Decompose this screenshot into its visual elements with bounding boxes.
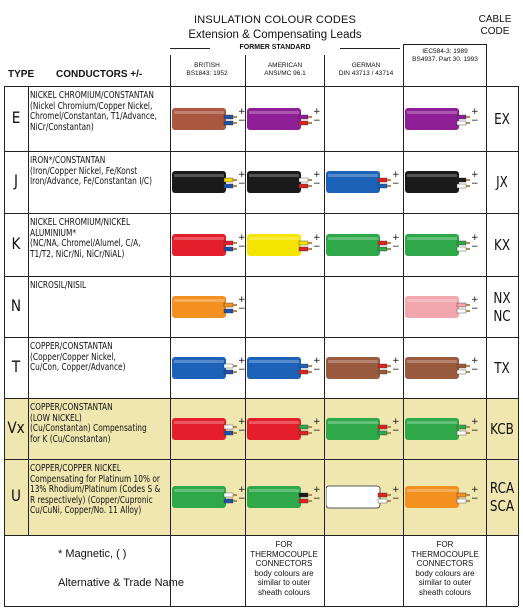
conductor-tip — [387, 242, 391, 244]
positive-conductor — [457, 178, 466, 182]
conductor-tip — [233, 365, 237, 367]
cable-swatch — [172, 353, 244, 383]
cable-swatch — [405, 230, 477, 260]
row-divider — [4, 213, 518, 214]
standard-ref: ANSI/MC 96.1 — [264, 70, 306, 77]
conductor-tip — [466, 426, 470, 428]
row-divider — [4, 86, 518, 87]
conductor-tip — [233, 185, 237, 187]
cable-swatch — [326, 482, 398, 512]
thermocouple-type: N — [10, 295, 22, 315]
polarity-marks: + − — [313, 416, 321, 436]
cable-swatch — [247, 230, 319, 260]
conductor-tip — [233, 122, 237, 124]
column-divider — [170, 55, 171, 606]
polarity-marks: + − — [238, 232, 246, 252]
conductor-tip — [466, 365, 470, 367]
cable-swatch — [405, 104, 477, 134]
polarity-marks: + − — [238, 106, 246, 126]
polarity-marks: + − — [238, 170, 246, 189]
standard-name: GERMAN — [351, 62, 381, 69]
negative-conductor — [457, 370, 466, 374]
header-divider — [403, 44, 404, 86]
cable-swatch — [405, 292, 477, 322]
sheath-highlight — [407, 111, 457, 114]
cable-code: EX — [494, 109, 510, 128]
standard-ref: DIN 43713 / 43714 — [338, 70, 394, 77]
cable-code: RCA SCA — [489, 479, 515, 515]
row-divider — [4, 459, 518, 460]
cable-swatch — [172, 482, 244, 512]
conductor-tip — [233, 179, 237, 181]
sheath-highlight — [174, 111, 224, 114]
negative-conductor — [224, 184, 233, 188]
conductor-tip — [466, 494, 470, 496]
conductor-tip — [233, 432, 237, 434]
negative-conductor — [378, 184, 387, 188]
sheath-highlight — [174, 489, 224, 492]
sheath-highlight — [249, 237, 299, 240]
thermocouple-note-iec: FOR THERMOCOUPLE CONNECTORS body colours are similar to outer sheath colours — [411, 540, 479, 597]
positive-conductor — [457, 425, 466, 429]
polarity-marks: + − — [313, 485, 321, 504]
standard-ref: BS4937. Part 30. 1993 — [412, 56, 478, 63]
cable-swatch — [172, 414, 244, 444]
polarity-marks: + − — [392, 232, 400, 252]
conductor-tip — [466, 242, 470, 244]
standard-name: IEC584-3: 1989 — [422, 48, 468, 55]
positive-conductor — [224, 178, 233, 182]
negative-conductor — [457, 431, 466, 435]
conductor-tip — [233, 310, 237, 312]
row-divider — [4, 398, 518, 399]
conductor-tip — [308, 426, 312, 428]
column-divider — [324, 55, 325, 606]
conductor-tip — [308, 494, 312, 496]
thermocouple-type: U — [11, 486, 21, 505]
conductor-description: IRON*/CONSTANTAN (Iron/Copper Nickel, Fe/Konst Iron/Advance, Fe/Constantan I/C) — [30, 155, 152, 187]
cable-swatch — [405, 167, 477, 197]
polarity-marks: + − — [238, 355, 246, 375]
polarity-marks: + − — [471, 294, 479, 314]
conductor-tip — [233, 248, 237, 250]
sheath-highlight — [174, 299, 224, 302]
conductor-tip — [387, 179, 391, 181]
sheath-highlight — [328, 174, 378, 177]
positive-conductor — [224, 241, 233, 245]
cable-swatch — [172, 230, 244, 260]
polarity-marks: + − — [392, 355, 400, 375]
thermocouple-type: J — [13, 171, 19, 190]
conductor-tip — [233, 242, 237, 244]
conductor-tip — [387, 371, 391, 373]
conductor-tip — [308, 432, 312, 434]
sheath-highlight — [249, 174, 299, 177]
polarity-marks: + − — [313, 106, 321, 126]
conductor-tip — [308, 371, 312, 373]
negative-conductor — [299, 121, 308, 125]
conductor-tip — [233, 426, 237, 428]
conductor-tip — [387, 185, 391, 187]
negative-conductor — [378, 247, 387, 251]
conductor-tip — [466, 179, 470, 181]
standard-german — [326, 62, 406, 78]
sheath-highlight — [249, 111, 299, 114]
type-column-header: TYPE — [8, 69, 35, 80]
negative-conductor — [224, 247, 233, 251]
header-divider — [486, 44, 487, 86]
conductor-tip — [233, 500, 237, 502]
table-bottom-border — [4, 606, 518, 607]
conductor-tip — [308, 500, 312, 502]
conductor-tip — [466, 371, 470, 373]
negative-conductor — [299, 247, 308, 251]
alternative-names-footnote: Alternative & Trade Name — [58, 577, 184, 589]
sheath-highlight — [407, 237, 457, 240]
positive-conductor — [378, 364, 387, 368]
negative-conductor — [457, 121, 466, 125]
column-divider — [486, 86, 487, 606]
conductor-tip — [233, 116, 237, 118]
sheath-highlight — [407, 299, 457, 302]
conductor-tip — [387, 500, 391, 502]
cable-swatch — [247, 414, 319, 444]
conductor-tip — [308, 185, 312, 187]
negative-conductor — [378, 499, 387, 503]
conductor-tip — [466, 304, 470, 306]
sheath-highlight — [174, 174, 224, 177]
negative-conductor — [457, 247, 466, 251]
standard-name: AMERICAN — [267, 62, 303, 69]
positive-conductor — [378, 493, 387, 497]
thermocouple-type: E — [11, 107, 21, 127]
polarity-marks: + − — [313, 170, 321, 189]
column-divider — [403, 55, 404, 606]
polarity-marks: + − — [238, 416, 246, 436]
positive-conductor — [299, 364, 308, 368]
polarity-marks: + − — [238, 485, 246, 504]
sheath-highlight — [407, 489, 457, 492]
thermocouple-note-american: FOR THERMOCOUPLE CONNECTORS body colours are similar to outer sheath colours — [250, 540, 318, 597]
header-top-line — [403, 44, 486, 45]
negative-conductor — [224, 121, 233, 125]
negative-conductor — [457, 499, 466, 503]
positive-conductor — [224, 115, 233, 119]
conductor-tip — [466, 500, 470, 502]
conductor-description: COPPER/COPPER NICKEL Compensating for Platinum 10% or 13% Rhodium/Platinum (Codes S & R respectively) (Copper/Cupronic Cu/CuNi, Copper/No. 11 Alloy) — [30, 463, 161, 516]
standard-iec — [405, 48, 485, 64]
conductor-tip — [308, 365, 312, 367]
cable-swatch — [405, 353, 477, 383]
standard-american — [247, 62, 323, 78]
cable-swatch — [247, 482, 319, 512]
positive-conductor — [457, 115, 466, 119]
conductor-description: COPPER/CONSTANTAN (Copper/Copper Nickel, Cu/Con, Copper/Advance) — [30, 341, 126, 373]
standard-ref: BS1843: 1952 — [186, 70, 228, 77]
conductor-tip — [233, 371, 237, 373]
positive-conductor — [378, 241, 387, 245]
conductor-tip — [387, 426, 391, 428]
conductor-tip — [233, 304, 237, 306]
sheath-highlight — [249, 421, 299, 424]
column-divider — [245, 55, 246, 606]
polarity-marks: + − — [471, 355, 479, 375]
negative-conductor — [299, 370, 308, 374]
cable-swatch — [172, 104, 244, 134]
conductor-tip — [308, 116, 312, 118]
conductor-description: COPPER/CONSTANTAN (LOW NICKEL) (Cu/Constantan) Compensating for K (Cu/Constantan) — [30, 402, 147, 445]
conductor-tip — [233, 494, 237, 496]
positive-conductor — [299, 241, 308, 245]
positive-conductor — [224, 364, 233, 368]
conductor-tip — [466, 185, 470, 187]
polarity-marks: + − — [471, 485, 479, 504]
cable-code-header: CABLE CODE — [478, 14, 512, 37]
polarity-marks: + − — [238, 294, 246, 314]
negative-conductor — [224, 431, 233, 435]
cable-swatch — [326, 414, 398, 444]
chart-subtitle: Extension & Compensating Leads — [188, 29, 362, 41]
thermocouple-type: Vx — [7, 417, 25, 437]
polarity-marks: + − — [471, 416, 479, 436]
negative-conductor — [457, 309, 466, 313]
sheath-highlight — [328, 489, 378, 492]
conductor-tip — [466, 122, 470, 124]
cable-swatch — [326, 230, 398, 260]
former-standard-label: FORMER STANDARD — [210, 44, 340, 51]
positive-conductor — [378, 178, 387, 182]
thermocouple-type: K — [11, 233, 21, 253]
cable-code: TX — [494, 358, 510, 377]
conductor-tip — [387, 248, 391, 250]
negative-conductor — [299, 499, 308, 503]
positive-conductor — [299, 115, 308, 119]
conductor-tip — [308, 248, 312, 250]
conductor-tip — [308, 179, 312, 181]
standard-british — [172, 62, 242, 78]
row-divider — [4, 276, 518, 277]
column-divider — [28, 86, 29, 535]
standard-name: BRITISH — [194, 62, 220, 69]
conductor-tip — [387, 365, 391, 367]
positive-conductor — [457, 241, 466, 245]
row-divider — [4, 151, 518, 152]
cable-code: KX — [493, 235, 511, 254]
polarity-marks: + − — [471, 170, 479, 189]
positive-conductor — [457, 364, 466, 368]
negative-conductor — [224, 309, 233, 313]
positive-conductor — [299, 493, 308, 497]
cable-swatch — [247, 353, 319, 383]
sheath-highlight — [174, 421, 224, 424]
table-outer-border — [4, 86, 5, 606]
sheath-highlight — [328, 360, 378, 363]
cable-swatch — [247, 167, 319, 197]
negative-conductor — [299, 184, 308, 188]
conductor-tip — [308, 242, 312, 244]
polarity-marks: + − — [313, 232, 321, 252]
chart-title: INSULATION COLOUR CODES — [193, 14, 357, 26]
polarity-marks: + − — [392, 170, 400, 189]
negative-conductor — [457, 184, 466, 188]
negative-conductor — [378, 431, 387, 435]
positive-conductor — [457, 493, 466, 497]
polarity-marks: + − — [471, 232, 479, 252]
cable-swatch — [172, 167, 244, 197]
conductor-tip — [466, 248, 470, 250]
row-divider — [4, 535, 518, 536]
cable-swatch — [326, 353, 398, 383]
positive-conductor — [299, 178, 308, 182]
cable-swatch — [172, 292, 244, 322]
negative-conductor — [224, 370, 233, 374]
sheath-highlight — [174, 237, 224, 240]
sheath-highlight — [407, 174, 457, 177]
conductor-tip — [466, 116, 470, 118]
conductor-tip — [387, 432, 391, 434]
sheath-highlight — [328, 421, 378, 424]
conductor-description: NICROSIL/NISIL — [30, 280, 87, 291]
conductor-tip — [308, 122, 312, 124]
sheath-highlight — [249, 360, 299, 363]
positive-conductor — [224, 493, 233, 497]
sheath-highlight — [407, 421, 457, 424]
cable-code: KCB — [490, 419, 514, 438]
sheath-highlight — [174, 360, 224, 363]
conductor-tip — [466, 310, 470, 312]
positive-conductor — [299, 425, 308, 429]
negative-conductor — [224, 499, 233, 503]
cable-code: JX — [496, 173, 508, 191]
positive-conductor — [378, 425, 387, 429]
negative-conductor — [299, 431, 308, 435]
cable-swatch — [247, 104, 319, 134]
cable-swatch — [405, 414, 477, 444]
conductor-description: NICKEL CHROMIUM/NICKEL ALUMINIUM* (NC/NA, Chromel/Alumel, C/A, T1/T2, NiCr/Ni, NiCr/NiAL) — [30, 217, 141, 260]
positive-conductor — [224, 303, 233, 307]
polarity-marks: + − — [313, 355, 321, 375]
table-outer-border — [518, 86, 519, 606]
thermocouple-type: T — [11, 356, 21, 376]
row-divider — [4, 337, 518, 338]
sheath-highlight — [328, 237, 378, 240]
cable-swatch — [405, 482, 477, 512]
sheath-highlight — [249, 489, 299, 492]
conductor-description: NICKEL CHROMIUM/CONSTANTAN (Nickel Chromium/Copper Nickel, Chromel/Constantan, T1/Advance, NiCr/Constantan) — [30, 90, 157, 133]
cable-code: NX NC — [493, 288, 511, 325]
polarity-marks: + − — [392, 485, 400, 504]
magnetic-footnote: * Magnetic, ( ) — [58, 548, 127, 560]
polarity-marks: + − — [471, 106, 479, 126]
positive-conductor — [457, 303, 466, 307]
sheath-highlight — [407, 360, 457, 363]
positive-conductor — [224, 425, 233, 429]
negative-conductor — [378, 370, 387, 374]
conductor-tip — [387, 494, 391, 496]
cable-swatch — [326, 167, 398, 197]
polarity-marks: + − — [392, 416, 400, 436]
conductors-column-header: CONDUCTORS +/- — [56, 69, 143, 80]
conductor-tip — [466, 432, 470, 434]
